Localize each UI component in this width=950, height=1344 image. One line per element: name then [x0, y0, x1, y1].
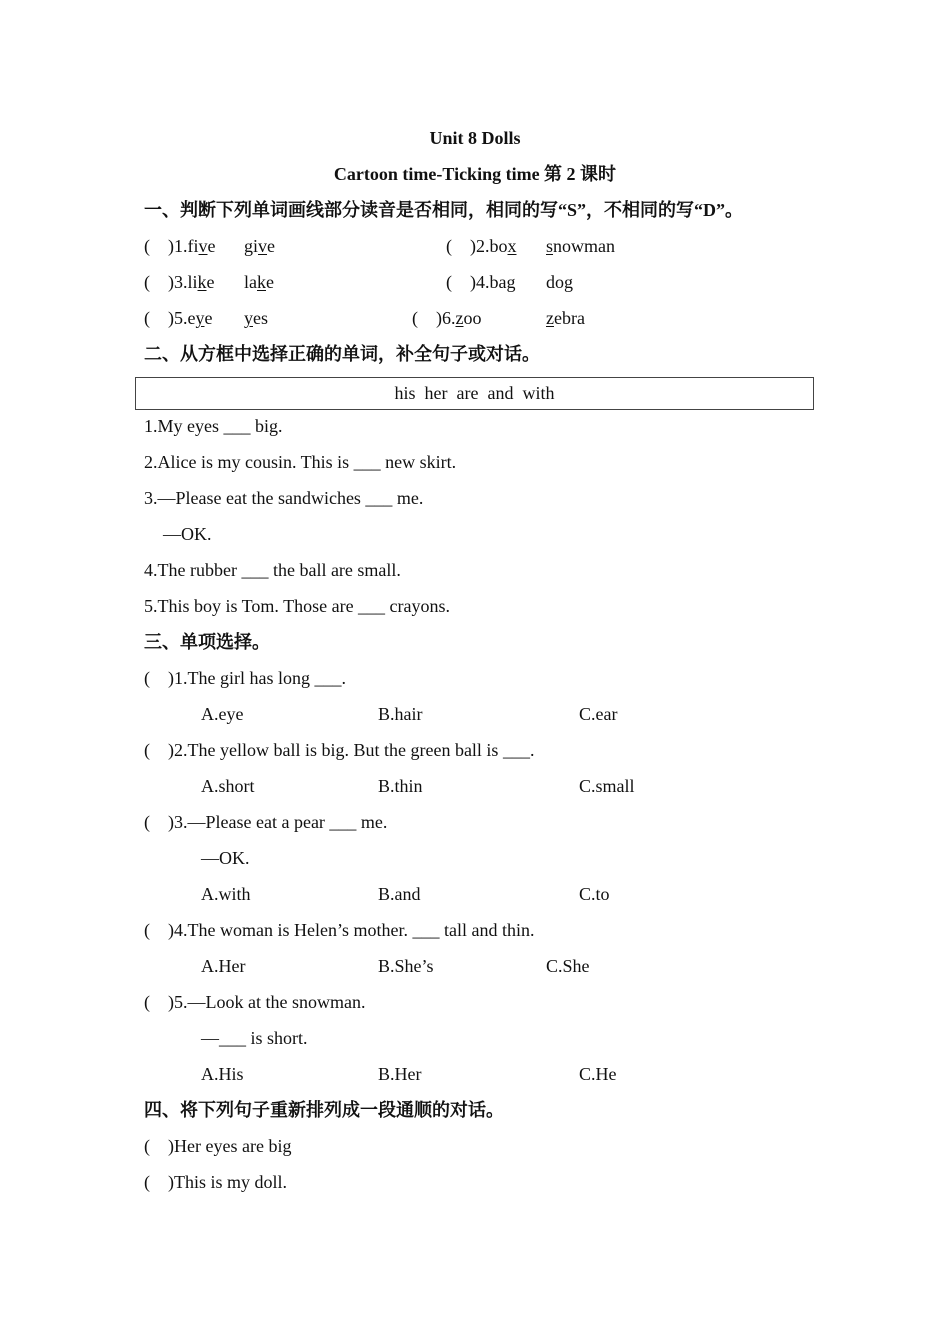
s3-question-5: ( )5.—Look at the snowman.: [144, 992, 366, 1012]
s1-item-1-compare: give: [244, 236, 276, 256]
section1-heading: 一、判断下列单词画线部分读音是否相同，相同的写“S”，不相同的写“D”。: [144, 200, 744, 220]
section4-heading: 四、将下列句子重新排列成一段通顺的对话。: [144, 1100, 504, 1120]
word-box: [135, 377, 814, 410]
section2-heading: 二、从方框中选择正确的单词，补全句子或对话。: [144, 344, 540, 364]
s1-item-5-compare: yes: [244, 308, 268, 328]
s1-item-2-compare: snowman: [546, 236, 616, 256]
s2-sentence-4: 4.The rubber ___ the ball are small.: [144, 560, 401, 580]
s3-q4-option-b: B.She’s: [378, 956, 434, 976]
s2-sentence-3-reply: —OK.: [163, 524, 212, 544]
s2-sentence-2: 2.Alice is my cousin. This is ___ new skirt.: [144, 452, 457, 472]
s3-q5-option-c: C.He: [579, 1064, 617, 1084]
page-subtitle: Cartoon time-Ticking time 第 2 课时: [333, 164, 617, 184]
s3-question-3: ( )3.—Please eat a pear ___ me.: [144, 812, 388, 832]
s3-q1-option-a: A.eye: [201, 704, 244, 724]
s3-q1-option-c: C.ear: [579, 704, 618, 724]
page-title: Unit 8 Dolls: [429, 128, 521, 148]
s3-question-4: ( )4.The woman is Helen’s mother. ___ tall and thin.: [144, 920, 535, 940]
s1-item-4: ( )4.bag: [446, 272, 516, 292]
s1-item-3: ( )3.like: [144, 272, 215, 292]
s3-q3-reply: —OK.: [201, 848, 250, 868]
s2-sentence-3: 3.—Please eat the sandwiches ___ me.: [144, 488, 424, 508]
s3-q5-reply: —___ is short.: [201, 1028, 308, 1048]
s4-item-1: ( )Her eyes are big: [144, 1136, 292, 1156]
s1-item-2: ( )2.box: [446, 236, 517, 256]
s3-q2-option-c: C.small: [579, 776, 635, 796]
s1-item-4-compare: dog: [546, 272, 573, 292]
s1-item-1: ( )1.five: [144, 236, 216, 256]
s3-q5-option-b: B.Her: [378, 1064, 422, 1084]
s3-q5-option-a: A.His: [201, 1064, 244, 1084]
word-box-words: his her are and with: [394, 383, 555, 403]
s3-q3-option-c: C.to: [579, 884, 610, 904]
s1-item-5: ( )5.eye: [144, 308, 213, 328]
s3-q3-option-a: A.with: [201, 884, 251, 904]
s2-sentence-5: 5.This boy is Tom. Those are ___ crayons.: [144, 596, 451, 616]
s3-q3-option-b: B.and: [378, 884, 421, 904]
s2-sentence-1: 1.My eyes ___ big.: [144, 416, 283, 436]
s3-q4-option-a: A.Her: [201, 956, 246, 976]
s3-q1-option-b: B.hair: [378, 704, 423, 724]
s3-q2-option-a: A.short: [201, 776, 255, 796]
s3-question-2: ( )2.The yellow ball is big. But the green ball is ___.: [144, 740, 535, 760]
s3-q2-option-b: B.thin: [378, 776, 423, 796]
section3-heading: 三、单项选择。: [144, 632, 270, 652]
s4-item-2: ( )This is my doll.: [144, 1172, 288, 1192]
s1-item-3-compare: lake: [244, 272, 274, 292]
s3-q4-option-c: C.She: [546, 956, 590, 976]
s3-question-1: ( )1.The girl has long ___.: [144, 668, 346, 688]
s1-item-6-compare: zebra: [546, 308, 585, 328]
s1-item-6: ( )6.zoo: [412, 308, 482, 328]
